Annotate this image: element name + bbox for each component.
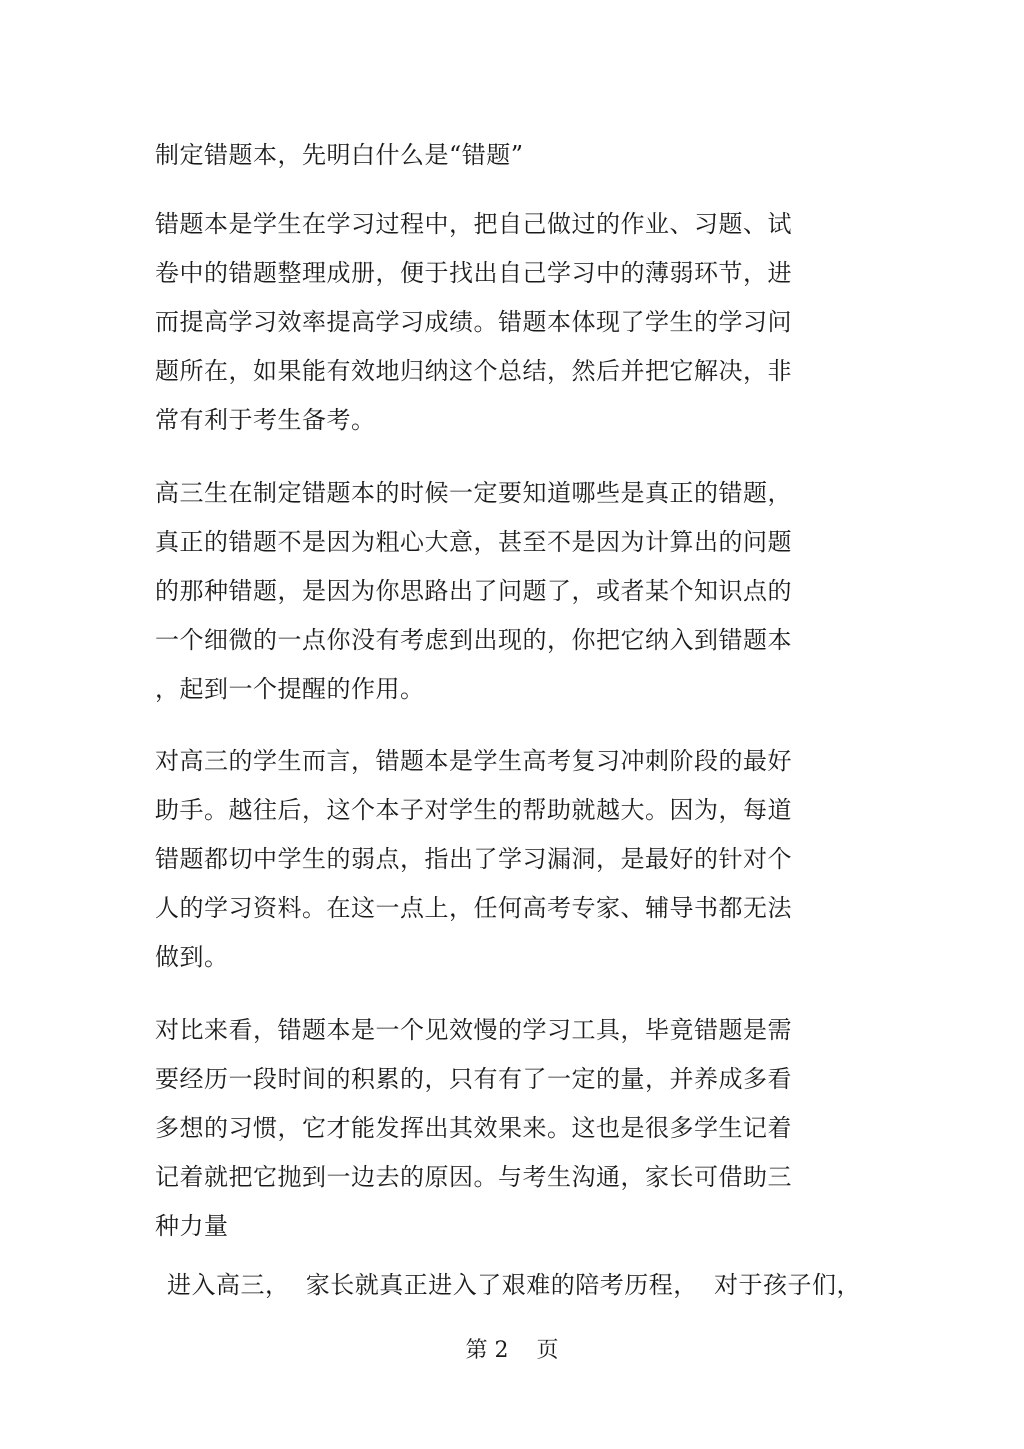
heading-text: 制定错题本，先明白什么是“错题” [155, 141, 524, 169]
paragraph-line: 对高三的学生而言，错题本是学生高考复习冲刺阶段的最好 [155, 747, 792, 775]
paragraph-line: 一个细微的一点你没有考虑到出现的，你把它纳入到错题本 [155, 626, 792, 654]
paragraph-line: 而提高学习效率提高学习成绩。错题本体现了学生的学习问 [155, 308, 792, 336]
paragraph-3 [155, 737, 855, 982]
paragraph-line: 真正的错题不是因为粗心大意，甚至不是因为计算出的问题 [155, 528, 792, 556]
paragraph-line: 多想的习惯，它才能发挥出其效果来。这也是很多学生记着 [155, 1114, 792, 1142]
paragraph-line: 高三生在制定错题本的时候一定要知道哪些是真正的错题， [155, 479, 792, 507]
paragraph-line: 要经历一段时间的积累的，只有有了一定的量，并养成多看 [155, 1065, 792, 1093]
paragraph-line: 常有利于考生备考。 [155, 406, 376, 434]
paragraph-2 [155, 469, 855, 714]
paragraph-line: 的那种错题，是因为你思路出了问题了，或者某个知识点的 [155, 577, 792, 605]
paragraph-line: 进入高三， 家长就真正进入了艰难的陪考历程， 对于孩子们， [167, 1271, 862, 1299]
paragraph-line: 助手。越往后，这个本子对学生的帮助就越大。因为，每道 [155, 796, 792, 824]
paragraph-line: 错题都切中学生的弱点，指出了学习漏洞，是最好的针对个 [155, 845, 792, 873]
paragraph-line: 记着就把它抛到一边去的原因。与考生沟通，家长可借助三 [155, 1163, 792, 1191]
paragraph-line: 卷中的错题整理成册，便于找出自己学习中的薄弱环节，进 [155, 259, 792, 287]
paragraph-line: 种力量 [155, 1212, 229, 1240]
paragraph-line: 对比来看，错题本是一个见效慢的学习工具，毕竟错题是需 [155, 1016, 792, 1044]
paragraph-1 [155, 200, 855, 445]
paragraph-line: 做到。 [155, 943, 229, 971]
paragraph-line: 人的学习资料。在这一点上，任何高考专家、辅导书都无法 [155, 894, 792, 922]
paragraph-line: ，起到一个提醒的作用。 [155, 675, 425, 703]
paragraph-line: 题所在，如果能有效地归纳这个总结，然后并把它解决，非 [155, 357, 792, 385]
paragraph-5 [167, 1261, 867, 1310]
paragraph-4 [155, 1006, 855, 1251]
paragraph-line: 错题本是学生在学习过程中，把自己做过的作业、习题、试 [155, 210, 792, 238]
section-heading [155, 131, 855, 180]
page-number-footer: 第 2 页 [465, 1338, 559, 1363]
